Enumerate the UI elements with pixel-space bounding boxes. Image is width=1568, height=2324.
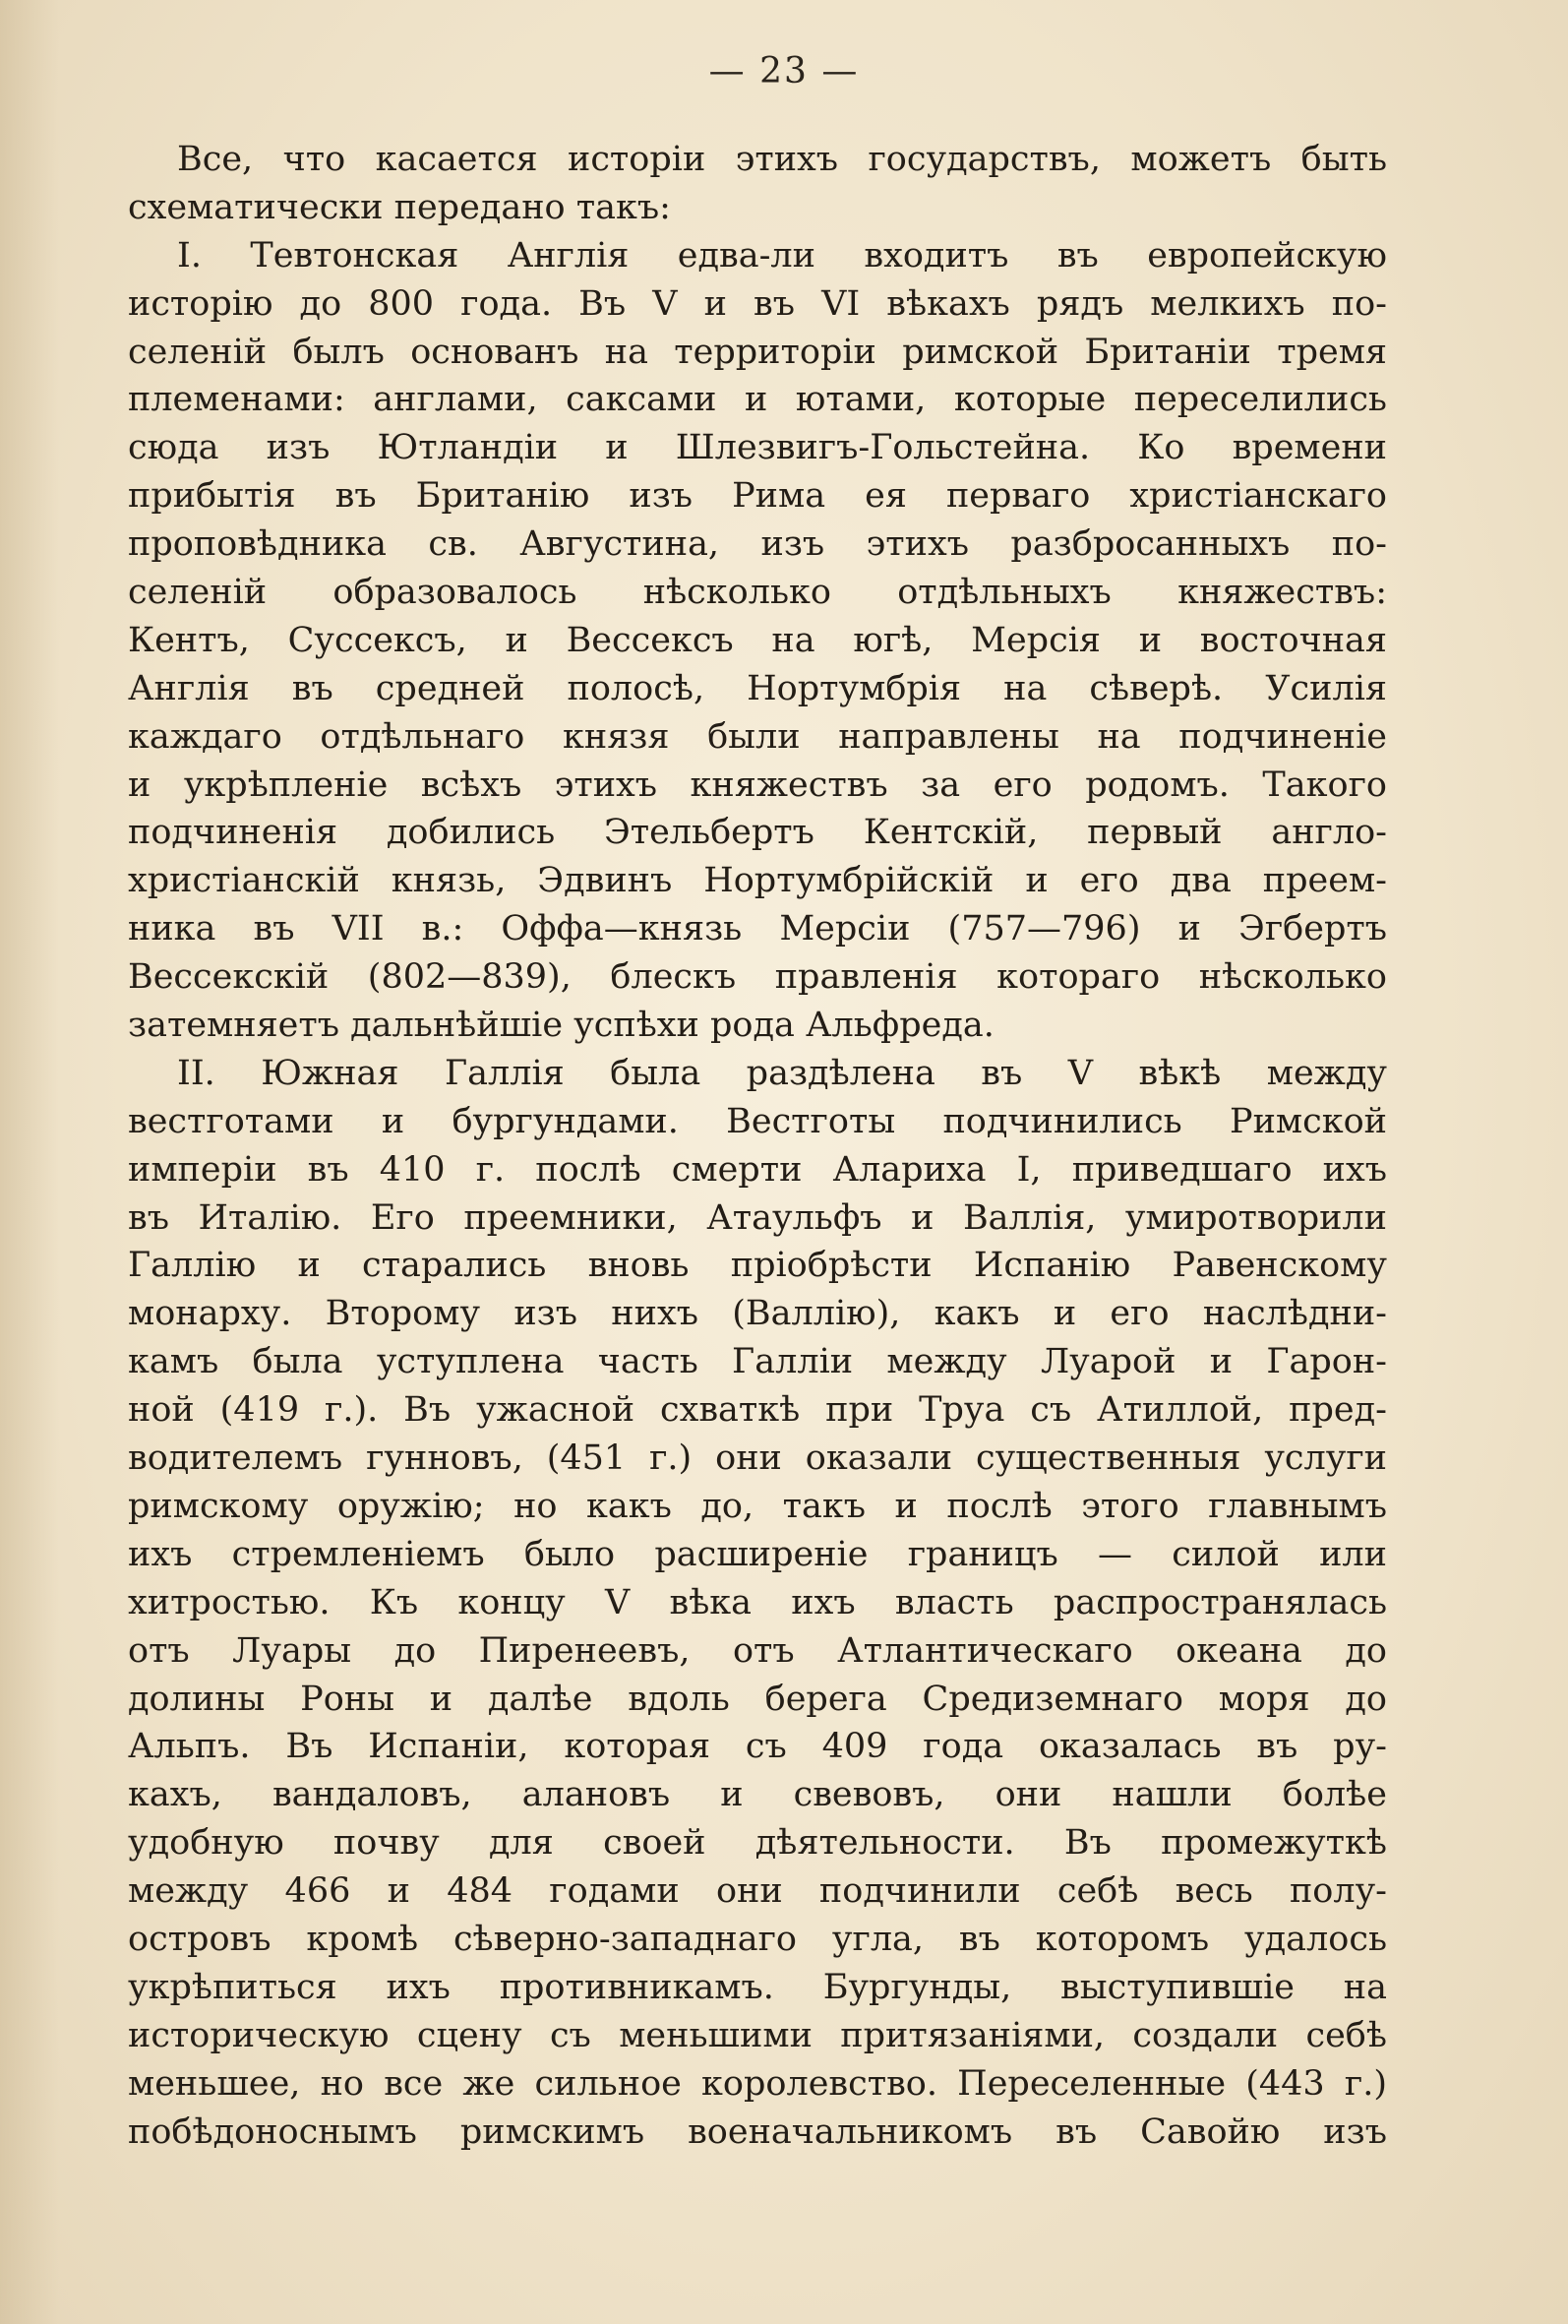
text-line: островъ кромѣ сѣверно-западнаго угла, въ которомъ удалось <box>128 1919 1387 1959</box>
text-line: ихъ стремленіемъ было расширеніе границъ — силой или <box>128 1534 1387 1574</box>
text-line: укрѣпиться ихъ противникамъ. Бургунды, выступившіе на <box>128 1967 1387 2007</box>
text-line: монарху. Второму изъ нихъ (Валлію), какъ и его наслѣдни- <box>128 1294 1387 1334</box>
text-line: римскому оружію; но какъ до, такъ и послѣ этого главнымъ <box>128 1486 1387 1526</box>
page-number: — 23 — <box>708 51 860 92</box>
text-line: исторію до 800 года. Въ V и въ VI вѣкахъ рядъ мелкихъ по- <box>128 283 1387 324</box>
text-line: подчиненія добились Этельбертъ Кентскій, первый англо- <box>128 813 1387 853</box>
text-line: проповѣдника св. Августина, изъ этихъ разбросанныхъ по- <box>128 524 1387 565</box>
text-line: меньшее, но все же сильное королевство. Переселенные (443 г.) <box>128 2063 1387 2104</box>
text-line: побѣдоноснымъ римскимъ военачальникомъ въ Савойю изъ <box>128 2111 1387 2152</box>
text-line: схематически передано такъ: <box>128 187 671 227</box>
text-line: и укрѣпленіе всѣхъ этихъ княжествъ за его родомъ. Такого <box>128 764 1387 805</box>
text-line: хитростью. Къ концу V вѣка ихъ власть распространялась <box>128 1582 1387 1622</box>
text-line: каждаго отдѣльнаго князя были направлены на подчиненіе <box>128 716 1387 757</box>
text-line: отъ Луары до Пиренеевъ, отъ Атлантическаго океана до <box>128 1630 1387 1671</box>
text-line: сюда изъ Ютландіи и Шлезвигъ-Гольстейна. Ко времени <box>128 428 1387 468</box>
text-line: Кентъ, Суссексъ, и Вессексъ на югѣ, Мерсія и восточная <box>128 620 1387 660</box>
text-line: племенами: англами, саксами и ютами, которые переселились <box>128 380 1387 420</box>
text-line: ника въ VII в.: Оффа—князь Мерсіи (757—796) и Эгбертъ <box>128 909 1387 949</box>
text-line: ной (419 г.). Въ ужасной схваткѣ при Труа съ Атиллой, пред- <box>128 1390 1387 1431</box>
text-line: Альпъ. Въ Испаніи, которая съ 409 года оказалась въ ру- <box>128 1727 1387 1767</box>
text-line: кахъ, вандаловъ, алановъ и свевовъ, они нашли болѣе <box>128 1775 1387 1815</box>
text-line: селеній былъ основанъ на территоріи римской Британіи тремя <box>128 332 1387 372</box>
text-line: I. Тевтонская Англія едва-ли входитъ въ европейскую <box>177 235 1387 275</box>
body-text <box>128 136 1387 2156</box>
text-line: удобную почву для своей дѣятельности. Въ промежуткѣ <box>128 1823 1387 1864</box>
text-line: Все, что касается исторіи этихъ государствъ, можетъ быть <box>177 140 1387 179</box>
text-line: вестготами и бургундами. Вестготы подчинились Римской <box>128 1101 1387 1141</box>
text-line: прибытія въ Британію изъ Рима ея перваго христіанскаго <box>128 476 1387 517</box>
text-line: имперіи въ 410 г. послѣ смерти Алариха I, приведшаго ихъ <box>128 1149 1387 1190</box>
text-line: Вессекскій (802—839), блескъ правленія котораго нѣсколько <box>128 957 1387 998</box>
text-line: водителемъ гунновъ, (451 г.) они оказали существенныя услуги <box>128 1438 1387 1479</box>
text-line: между 466 и 484 годами они подчинили себѣ весь полу- <box>128 1871 1387 1912</box>
text-line: Галлію и старались вновь пріобрѣсти Испанію Равенскому <box>128 1246 1387 1286</box>
text-line: Англія въ средней полосѣ, Нортумбрія на сѣверѣ. Усилія <box>128 668 1387 708</box>
page-edge-shadow <box>0 0 59 2324</box>
text-line: селеній образовалось нѣсколько отдѣльныхъ княжествъ: <box>128 573 1387 613</box>
text-line: камъ была уступлена часть Галліи между Луарой и Гарон- <box>128 1342 1387 1382</box>
text-line: христіанскій князь, Эдвинъ Нортумбрійскій и его два преем- <box>128 861 1387 901</box>
text-line: историческую сцену съ меньшими притязаніями, создали себѣ <box>128 2015 1387 2055</box>
text-line: затемняетъ дальнѣйшіе успѣхи рода Альфреда. <box>128 1006 995 1046</box>
text-line: II. Южная Галлія была раздѣлена въ V вѣкѣ между <box>177 1053 1387 1093</box>
text-line: долины Роны и далѣе вдоль берега Средиземнаго моря до <box>128 1679 1387 1719</box>
text-line: въ Италію. Его преемники, Атаульфъ и Валлія, умиротворили <box>128 1197 1387 1238</box>
